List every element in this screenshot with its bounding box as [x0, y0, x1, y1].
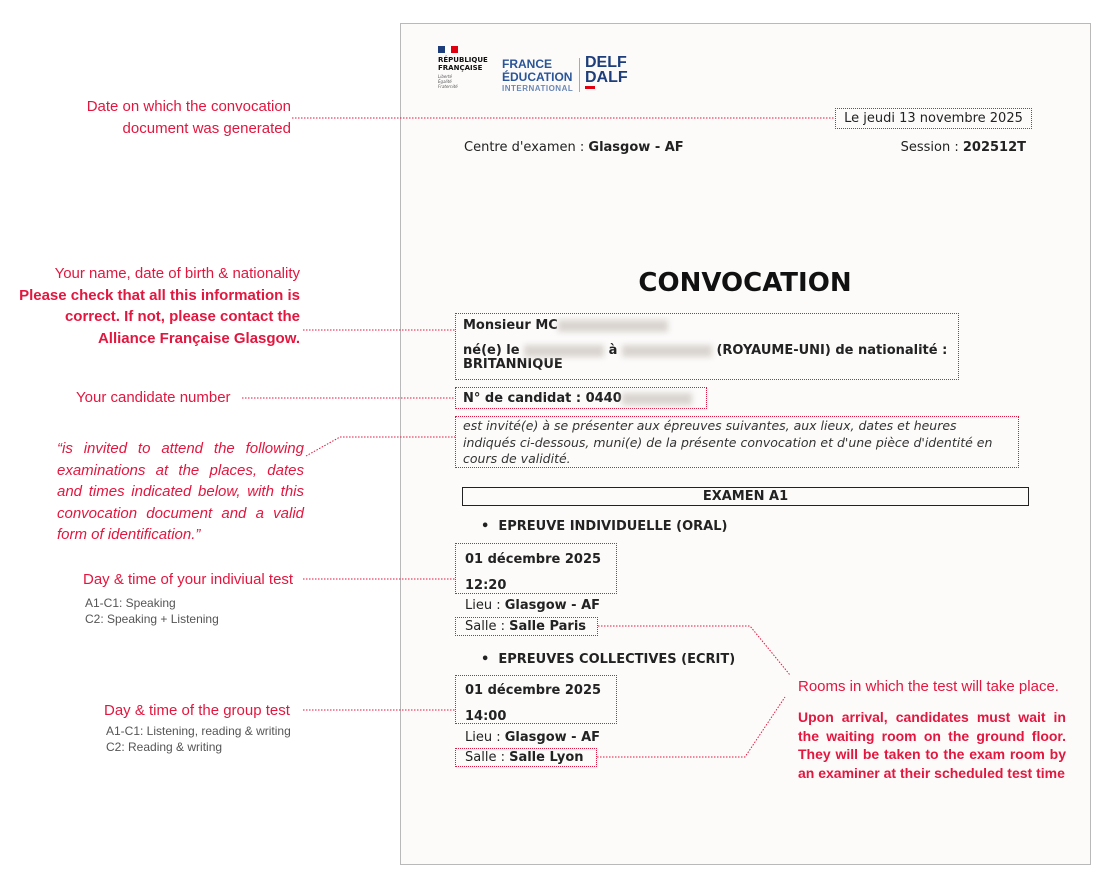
- logo-text: ÉDUCATION: [502, 70, 573, 84]
- test-name: EPREUVE INDIVIDUELLE (ORAL): [498, 519, 728, 534]
- annotation-name-info: [0, 263, 300, 349]
- test-heading: • EPREUVES COLLECTIVES (ECRIT): [481, 652, 736, 667]
- label: Lieu :: [465, 598, 505, 613]
- connector-line: [306, 437, 455, 456]
- label: Centre d'examen :: [464, 140, 589, 155]
- value: 202512T: [962, 140, 1026, 155]
- annotation-arrival-note: Upon arrival, candidates must wait in the waiting room on the ground floor. They will be taken to the exam room by an examiner at their scheduled test time: [798, 709, 1066, 781]
- detail-line: C2: Reading & writing: [106, 739, 223, 754]
- document-date: Le jeudi 13 novembre 2025: [835, 108, 1032, 129]
- annotation-line: Date on which the convocation: [86, 98, 291, 115]
- invitation-text: est invité(e) à se présenter aux épreuves suivantes, aux lieux, dates et heures indiqués ci-dessous, muni(e) de la présente convocation et d'une pièce d'identité en cours de validité.: [455, 416, 1019, 468]
- candidate-name: Monsieur MC: [463, 318, 558, 333]
- annotation-group-details: [106, 724, 291, 755]
- detail-line: C2: Speaking + Listening: [85, 611, 219, 626]
- annotation-individual-test: Day & time of your indiviual test: [83, 571, 294, 588]
- test-time: 14:00: [465, 709, 507, 724]
- annotation-line: correct. If not, please contact the: [64, 308, 300, 325]
- logo-motto: Fraternité: [438, 84, 458, 89]
- page-title: CONVOCATION: [638, 268, 852, 298]
- annotation-line: document was generated: [122, 119, 291, 137]
- value: Salle Lyon: [509, 750, 584, 765]
- test-name: EPREUVES COLLECTIVES (ECRIT): [498, 652, 736, 667]
- annotation-rooms: Rooms in which the test will take place.: [798, 678, 1059, 695]
- label: Lieu :: [465, 730, 505, 745]
- birth-text: à: [604, 343, 622, 358]
- label: Salle :: [465, 619, 510, 634]
- connector-line: [597, 697, 785, 757]
- test-time: 12:20: [465, 578, 507, 593]
- annotation-group-test: Day & time of the group test: [104, 702, 290, 719]
- annotation-date-generated: [40, 96, 291, 139]
- exam-title: EXAMEN A1: [462, 487, 1029, 506]
- logo-text: FRANCE: [502, 57, 552, 71]
- connector-line: [598, 626, 790, 675]
- logo-motto: Liberté: [438, 74, 453, 79]
- logo-motto: Égalité: [438, 79, 452, 84]
- detail-line: A1-C1: Speaking: [85, 596, 176, 610]
- annotation-line: Alliance Française Glasgow.: [97, 329, 300, 347]
- annotation-invited-quote: “is invited to attend the following examinations at the places, dates and times indicated below, with this convocation document and a valid form of identification.”: [57, 440, 304, 543]
- test-heading: • EPREUVE INDIVIDUELLE (ORAL): [481, 519, 728, 534]
- birth-text: (ROYAUME-UNI) de nationalité :: [711, 343, 948, 358]
- test-date: 01 décembre 2025: [465, 552, 602, 567]
- annotation-line: Your name, date of birth & nationality: [54, 265, 300, 282]
- logo-text: RÉPUBLIQUE: [438, 56, 488, 64]
- annotation-individual-details: [85, 596, 219, 627]
- value: Salle Paris: [509, 619, 587, 634]
- annotation-line: Please check that all this information is: [19, 286, 300, 304]
- candidate-number-value: N° de candidat : 0440: [463, 391, 622, 406]
- logo-text: INTERNATIONAL: [502, 84, 574, 93]
- detail-line: A1-C1: Listening, reading & writing: [106, 724, 291, 738]
- logo-text: FRANÇAISE: [438, 64, 483, 72]
- label: Salle :: [465, 750, 510, 765]
- birth-label: né(e) le: [463, 343, 525, 358]
- nationality: BRITANNIQUE: [463, 357, 563, 372]
- logo-text: DALF: [585, 69, 628, 86]
- annotation-candidate-number: Your candidate number: [76, 389, 231, 406]
- label: Session :: [900, 140, 963, 155]
- value: Glasgow - AF: [588, 140, 684, 155]
- test-date: 01 décembre 2025: [465, 683, 602, 698]
- logo-text: DELF: [585, 54, 627, 71]
- value: Glasgow - AF: [504, 598, 601, 613]
- value: Glasgow - AF: [504, 730, 601, 745]
